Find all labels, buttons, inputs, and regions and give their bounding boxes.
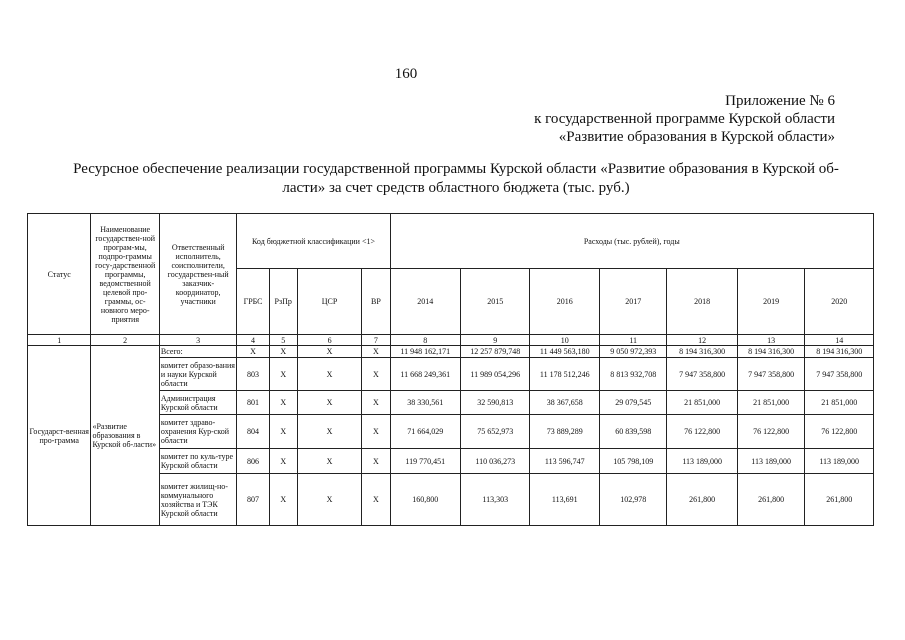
header-expenses: Расходы (тыс. рублей), годы <box>390 214 873 269</box>
header-year: 2016 <box>530 269 599 335</box>
grbs-cell: 803 <box>237 358 269 391</box>
value-cell: 73 889,289 <box>530 415 599 449</box>
rzpr-cell: X <box>269 474 297 526</box>
participant-cell: комитет здраво-охранения Кур-ской области <box>159 415 237 449</box>
vr-cell: X <box>362 346 390 358</box>
table-row <box>28 346 874 358</box>
rzpr-cell: X <box>269 358 297 391</box>
value-cell: 8 194 316,300 <box>805 346 874 358</box>
grbs-cell: 807 <box>237 474 269 526</box>
column-number: 5 <box>269 335 297 346</box>
appendix-line-2: к государственной программе Курской области <box>534 111 835 127</box>
value-cell: 71 664,029 <box>390 415 460 449</box>
header-csr: ЦСР <box>297 269 361 335</box>
value-cell: 261,800 <box>667 474 737 526</box>
appendix-line-1: Приложение № 6 <box>725 93 835 109</box>
value-cell: 113,303 <box>461 474 530 526</box>
csr-cell: X <box>297 358 361 391</box>
document-title <box>40 160 872 198</box>
column-number: 11 <box>599 335 666 346</box>
vr-cell: X <box>362 474 390 526</box>
value-cell: 76 122,800 <box>805 415 874 449</box>
grbs-cell: X <box>237 346 269 358</box>
value-cell: 110 036,273 <box>461 449 530 474</box>
column-number: 12 <box>667 335 737 346</box>
value-cell: 113 596,747 <box>530 449 599 474</box>
status-cell: Государст-венная про-грамма <box>28 346 91 526</box>
grbs-cell: 801 <box>237 391 269 415</box>
value-cell: 7 947 358,800 <box>737 358 804 391</box>
header-year: 2019 <box>737 269 804 335</box>
vr-cell: X <box>362 449 390 474</box>
column-number: 1 <box>28 335 91 346</box>
rzpr-cell: X <box>269 391 297 415</box>
header-responsible: Ответственный исполнитель, соисполнители, государствен-ный заказчик-координатор, участники <box>159 214 237 335</box>
header-year: 2020 <box>805 269 874 335</box>
header-status: Статус <box>28 214 91 335</box>
value-cell: 7 947 358,800 <box>667 358 737 391</box>
column-number: 7 <box>362 335 390 346</box>
resource-table <box>27 213 874 526</box>
value-cell: 11 178 512,246 <box>530 358 599 391</box>
page-number: 160 <box>394 66 418 82</box>
value-cell: 119 770,451 <box>390 449 460 474</box>
header-year: 2018 <box>667 269 737 335</box>
csr-cell: X <box>297 449 361 474</box>
value-cell: 8 813 932,708 <box>599 358 666 391</box>
program-name-cell: «Развитие образования в Курской об-ласти» <box>91 346 159 526</box>
value-cell: 105 798,109 <box>599 449 666 474</box>
rzpr-cell: X <box>269 449 297 474</box>
value-cell: 38 330,561 <box>390 391 460 415</box>
value-cell: 21 851,000 <box>805 391 874 415</box>
header-budget-code: Код бюджетной классификации <1> <box>237 214 390 269</box>
csr-cell: X <box>297 346 361 358</box>
vr-cell: X <box>362 358 390 391</box>
rzpr-cell: X <box>269 346 297 358</box>
value-cell: 21 851,000 <box>667 391 737 415</box>
value-cell: 160,800 <box>390 474 460 526</box>
header-grbs: ГРБС <box>237 269 269 335</box>
value-cell: 113,691 <box>530 474 599 526</box>
header-year: 2014 <box>390 269 460 335</box>
column-number: 10 <box>530 335 599 346</box>
column-number: 13 <box>737 335 804 346</box>
header-year: 2015 <box>461 269 530 335</box>
vr-cell: X <box>362 391 390 415</box>
appendix-line-3: «Развитие образования в Курской области» <box>558 129 835 145</box>
value-cell: 8 194 316,300 <box>667 346 737 358</box>
value-cell: 38 367,658 <box>530 391 599 415</box>
column-number: 14 <box>805 335 874 346</box>
header-year: 2017 <box>599 269 666 335</box>
column-number: 8 <box>390 335 460 346</box>
participant-cell: комитет образо-вания и науки Курской области <box>159 358 237 391</box>
value-cell: 11 989 054,296 <box>461 358 530 391</box>
value-cell: 9 050 972,393 <box>599 346 666 358</box>
title-line-2: ласти» за счет средств областного бюджета (тыс. руб.) <box>282 180 630 196</box>
value-cell: 8 194 316,300 <box>737 346 804 358</box>
header-program-name: Наименование государствен-ной програм-мы, подпро-граммы госу-дарственной программы, ведомственной целевой про-граммы, ос-новного меро-приятия <box>91 214 159 335</box>
grbs-cell: 804 <box>237 415 269 449</box>
title-line-1: Ресурсное обеспечение реализации государственной программы Курской области «Развитие образования в Курской об- <box>73 161 839 177</box>
participant-cell: Администрация Курской области <box>159 391 237 415</box>
value-cell: 113 189,000 <box>805 449 874 474</box>
value-cell: 113 189,000 <box>667 449 737 474</box>
column-number: 9 <box>461 335 530 346</box>
value-cell: 76 122,800 <box>737 415 804 449</box>
value-cell: 76 122,800 <box>667 415 737 449</box>
column-number: 2 <box>91 335 159 346</box>
value-cell: 11 668 249,361 <box>390 358 460 391</box>
vr-cell: X <box>362 415 390 449</box>
participant-cell: комитет по куль-туре Курской области <box>159 449 237 474</box>
value-cell: 7 947 358,800 <box>805 358 874 391</box>
csr-cell: X <box>297 415 361 449</box>
rzpr-cell: X <box>269 415 297 449</box>
grbs-cell: 806 <box>237 449 269 474</box>
appendix-heading <box>534 92 835 146</box>
column-number: 6 <box>297 335 361 346</box>
column-number-row <box>28 335 874 346</box>
value-cell: 21 851,000 <box>737 391 804 415</box>
value-cell: 11 449 563,180 <box>530 346 599 358</box>
value-cell: 261,800 <box>737 474 804 526</box>
header-vr: ВР <box>362 269 390 335</box>
value-cell: 11 948 162,171 <box>390 346 460 358</box>
participant-cell: Всего: <box>159 346 237 358</box>
csr-cell: X <box>297 391 361 415</box>
value-cell: 102,978 <box>599 474 666 526</box>
value-cell: 32 590,813 <box>461 391 530 415</box>
participant-cell: комитет жилищ-но-коммунального хозяйства и ТЭК Курской области <box>159 474 237 526</box>
value-cell: 60 839,598 <box>599 415 666 449</box>
value-cell: 29 079,545 <box>599 391 666 415</box>
header-rzpr: РзПр <box>269 269 297 335</box>
value-cell: 261,800 <box>805 474 874 526</box>
value-cell: 113 189,000 <box>737 449 804 474</box>
value-cell: 12 257 879,748 <box>461 346 530 358</box>
csr-cell: X <box>297 474 361 526</box>
column-number: 4 <box>237 335 269 346</box>
value-cell: 75 652,973 <box>461 415 530 449</box>
column-number: 3 <box>159 335 237 346</box>
